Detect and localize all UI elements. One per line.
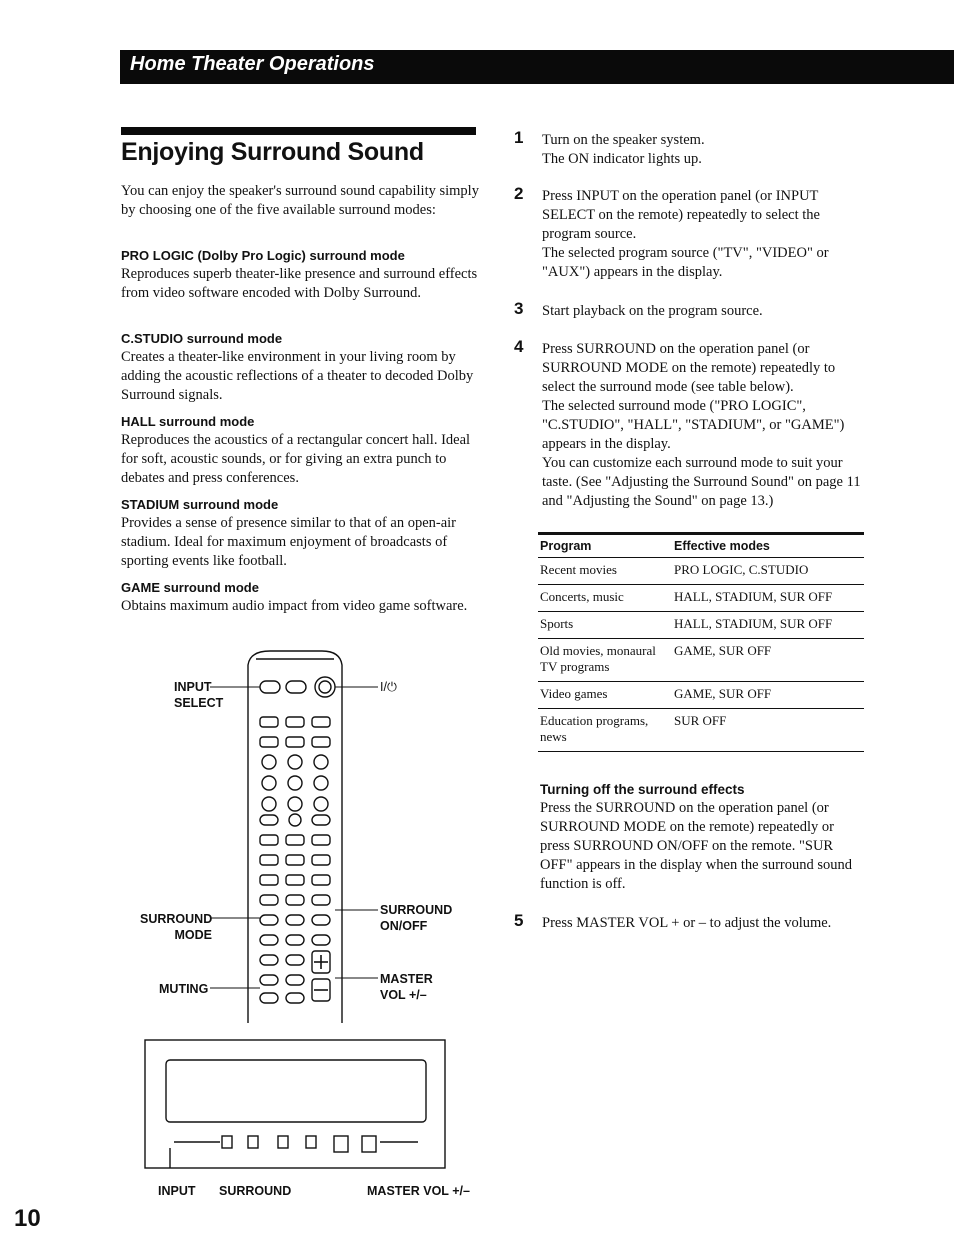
step-number: 5 <box>514 911 524 930</box>
mode-hall <box>121 413 481 488</box>
mode-text: Reproduces the acoustics of a rectangular concert hall. Ideal for soft, acoustic sounds, or for giving an extra punch to debates and press conferences. <box>121 432 471 486</box>
mode-heading: STADIUM surround mode <box>121 497 279 512</box>
surround-onoff-label: SURROUND ON/OFF <box>380 903 453 933</box>
panel-input-label: INPUT <box>158 1184 196 1198</box>
mode-heading: PRO LOGIC (Dolby Pro Logic) surround mode <box>121 248 405 263</box>
step-number: 3 <box>514 299 524 318</box>
table-header-row <box>538 534 864 558</box>
step-number: 2 <box>514 184 524 203</box>
table-header: Program <box>538 534 672 558</box>
table-header: Effective modes <box>672 534 864 558</box>
power-label: I/⏻ <box>380 680 397 694</box>
intro-paragraph: You can enjoy the speaker's surround sound capability simply by choosing one of the five available surround modes: <box>121 183 479 218</box>
surround-modes-table <box>538 532 864 752</box>
page-number: 10 <box>14 1205 41 1232</box>
surround-mode-label: SURROUND MODE <box>140 912 213 942</box>
page-title: Enjoying Surround Sound <box>121 138 424 166</box>
muting-label: MUTING <box>159 982 209 996</box>
panel-surround-label: SURROUND <box>219 1184 292 1198</box>
title-rule <box>121 127 476 135</box>
mode-heading: HALL surround mode <box>121 414 255 429</box>
table-row: Sports HALL, STADIUM, SUR OFF <box>538 612 864 639</box>
section-header-bar <box>120 50 954 84</box>
input-select-label: INPUT SELECT <box>174 680 224 710</box>
table-row: Concerts, music HALL, STADIUM, SUR OFF <box>538 585 864 612</box>
table-row: Old movies, monaural TV programs GAME, SUR OFF <box>538 639 864 682</box>
turning-off-heading: Turning off the surround effects <box>540 782 745 797</box>
turning-off-text: Press the SURROUND on the operation panel (or SURROUND MODE on the remote) repeatedly or press SURROUND ON/OFF on the remote. "SUR OFF" appears in the display when the surround sound function is off. <box>540 800 852 892</box>
mode-stadium <box>121 496 481 571</box>
remote-callout-lines <box>210 680 380 1000</box>
step-number: 4 <box>514 337 524 356</box>
mode-text: Creates a theater-like environment in your living room by adding the acoustic reflections of a theater to decoded Dolby Surround signals. <box>121 349 474 403</box>
mode-text: Reproduces superb theater-like presence and surround effects from video software encoded with Dolby Surround. <box>121 266 478 301</box>
section-title: Home Theater Operations <box>130 53 375 75</box>
table-row: Recent movies PRO LOGIC, C.STUDIO <box>538 558 864 585</box>
mode-game <box>121 579 481 616</box>
mode-c-studio <box>121 330 481 405</box>
master-vol-label: MASTER VOL +/– <box>380 972 433 1002</box>
step-number: 1 <box>514 128 524 147</box>
front-panel-illustration <box>140 1038 450 1173</box>
table-row: Education programs, news SUR OFF <box>538 709 864 752</box>
turning-off-section <box>540 781 862 894</box>
mode-pro-logic <box>121 247 481 303</box>
table-row: Video games GAME, SUR OFF <box>538 682 864 709</box>
mode-heading: GAME surround mode <box>121 580 259 595</box>
panel-master-vol-label: MASTER VOL +/– <box>367 1184 470 1198</box>
mode-text: Provides a sense of presence similar to that of an open-air stadium. Ideal for maximum enjoyment of broadcasts of sporting events like football. <box>121 515 457 569</box>
mode-heading: C.STUDIO surround mode <box>121 331 283 346</box>
mode-text: Obtains maximum audio impact from video game software. <box>121 598 468 614</box>
